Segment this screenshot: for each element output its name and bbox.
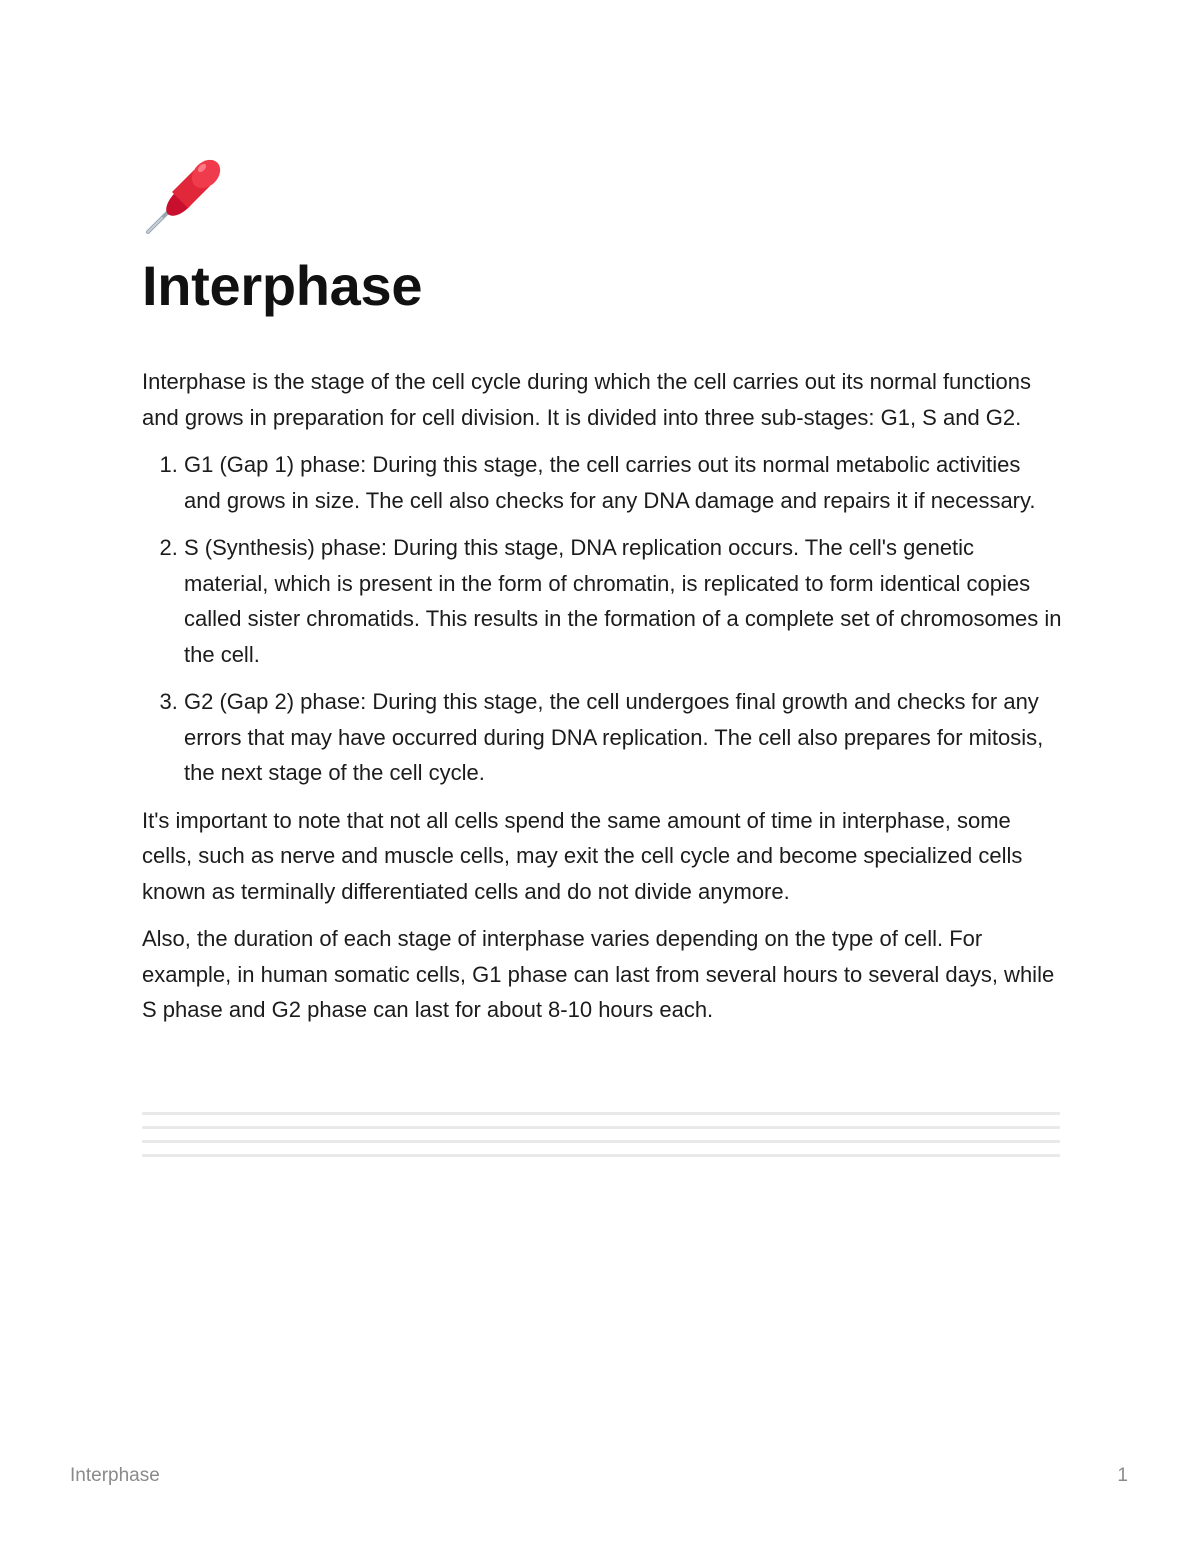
- list-item-g1: 1. G1 (Gap 1) phase: During this stage, the cell carries out its normal metabolic activities and grows in size. The cell also checks for any DNA damage and repairs it if necessary.: [184, 447, 1062, 518]
- divider: [142, 1112, 1060, 1115]
- intro-paragraph: Interphase is the stage of the cell cycle during which the cell carries out its normal functions and grows in preparation for cell division. It is divided into three sub-stages: G1, S and G2.: [142, 369, 1032, 430]
- document-body: [142, 364, 1062, 1040]
- divider-group: [142, 1112, 1060, 1168]
- divider: [142, 1140, 1060, 1143]
- list-item-g2: 3. G2 (Gap 2) phase: During this stage, the cell undergoes final growth and checks for any errors that may have occurred during DNA replication. The cell also prepares for mitosis, the next stage of the cell cycle.: [184, 684, 1062, 791]
- stages-list: [142, 447, 1062, 791]
- divider: [142, 1154, 1060, 1157]
- duration-paragraph: Also, the duration of each stage of interphase varies depending on the type of cell. For example, in human somatic cells, G1 phase can last from several hours to several days, while S phase and G2 phase can last for about 8-10 hours each.: [142, 926, 1055, 1022]
- pushpin-icon: [142, 150, 230, 238]
- note-paragraph: It's important to note that not all cells spend the same amount of time in interphase, some cells, such as nerve and muscle cells, may exit the cell cycle and become specialized cells known as terminally differentiated cells and do not divide anymore.: [142, 807, 1023, 904]
- footer-title: Interphase: [70, 1465, 160, 1486]
- list-item-s: 2. S (Synthesis) phase: During this stage, DNA replication occurs. The cell's genetic material, which is present in the form of chromatin, is replicated to form identical copies called sister chromatids. This results in the formation of a complete set of chromosomes in the cell.: [184, 530, 1062, 672]
- page-title: Interphase: [142, 254, 423, 317]
- page-number: 1: [1117, 1465, 1128, 1486]
- divider: [142, 1126, 1060, 1129]
